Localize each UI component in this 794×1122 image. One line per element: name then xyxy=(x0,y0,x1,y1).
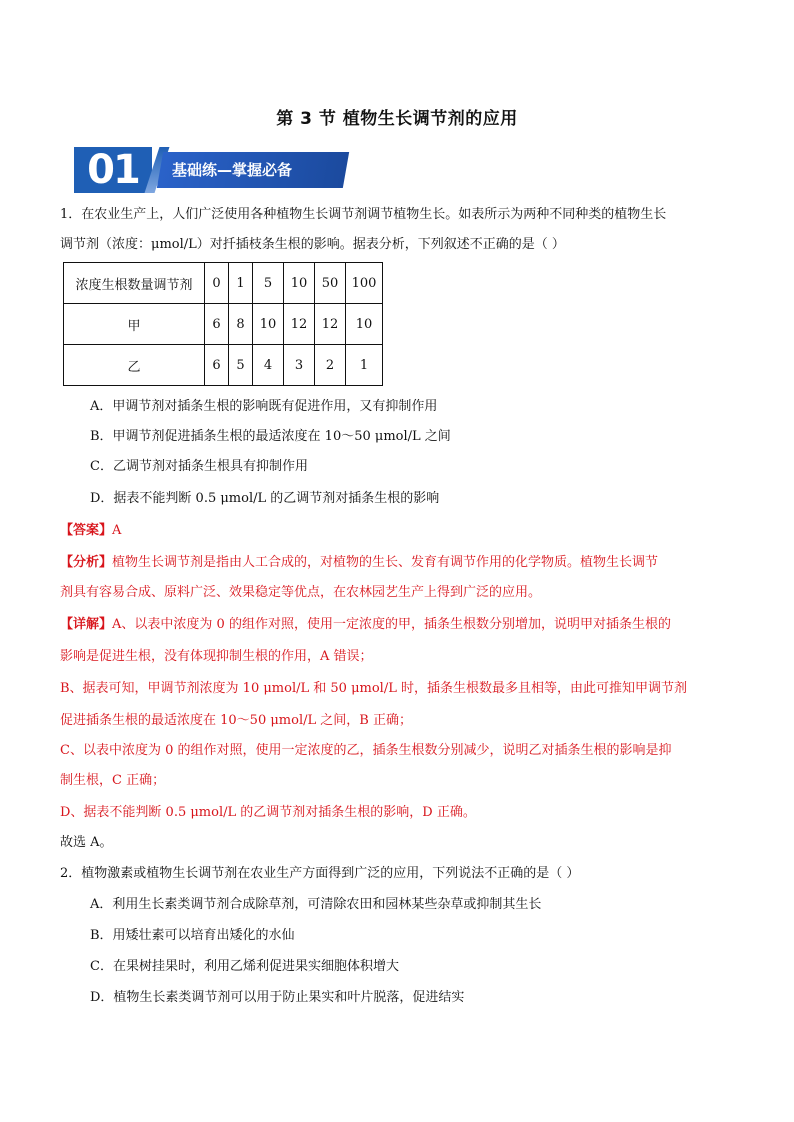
banner-text: 基础练—掌握必备 xyxy=(172,161,293,179)
q1-option-c: C．乙调节剂对插条生根具有抑制作用 xyxy=(90,459,308,474)
table-cell: 12 xyxy=(284,304,315,345)
q2-option-a: A．利用生长素类调节剂合成除草剂，可清除农田和园林某些杂草或抑制其生长 xyxy=(90,897,542,912)
analysis-text: 植物生长调节剂是指由人工合成的，对植物的生长、发育有调节作用的化学物质。植物生长调节 xyxy=(112,555,659,570)
q1-option-b: B．甲调节剂促进插条生根的最适浓度在 10～50 μmol/L 之间 xyxy=(90,429,451,444)
table-cell: 甲 xyxy=(64,304,205,345)
table-cell: 100 xyxy=(346,263,383,304)
table-cell: 6 xyxy=(205,345,229,386)
table-row xyxy=(64,345,383,386)
q1-detail-line3: B、据表可知，甲调节剂浓度为 10 μmol/L 和 50 μmol/L 时，插条生根数最多且相等，由此可推知甲调节剂 xyxy=(60,681,687,696)
q2-option-b: B．用矮壮素可以培育出矮化的水仙 xyxy=(90,928,295,943)
q1-option-d: D．据表不能判断 0.5 μmol/L 的乙调节剂对插条生根的影响 xyxy=(90,491,440,506)
table-cell: 6 xyxy=(205,304,229,345)
table-row xyxy=(64,304,383,345)
table-cell: 1 xyxy=(346,345,383,386)
q2-option-c: C．在果树挂果时，利用乙烯利促进果实细胞体积增大 xyxy=(90,959,399,974)
q2-stem: 2．植物激素或植物生长调节剂在农业生产方面得到广泛的应用，下列说法不正确的是（ ） xyxy=(60,866,580,881)
table-cell: 1 xyxy=(229,263,253,304)
detail-label: 【详解】 xyxy=(60,617,113,632)
table-cell: 3 xyxy=(284,345,315,386)
q1-answer xyxy=(60,516,740,546)
q1-data-table xyxy=(63,262,383,386)
table-cell: 10 xyxy=(346,304,383,345)
q1-detail-line1 xyxy=(60,610,740,640)
q1-analysis-line1 xyxy=(60,548,740,578)
table-cell: 2 xyxy=(315,345,346,386)
q1-stem-line1: 1．在农业生产上，人们广泛使用各种植物生长调节剂调节植物生长。如表所示为两种不同种类的植物生长 xyxy=(60,207,667,222)
q1-conclusion: 故选 A。 xyxy=(60,835,113,850)
section-banner xyxy=(74,147,346,193)
table-cell: 5 xyxy=(253,263,284,304)
banner-number: 01 xyxy=(74,147,152,193)
table-cell: 浓度生根数量调节剂 xyxy=(64,263,205,304)
table-cell: 12 xyxy=(315,304,346,345)
table-cell: 8 xyxy=(229,304,253,345)
q2-option-d: D．植物生长素类调节剂可以用于防止果实和叶片脱落，促进结实 xyxy=(90,990,465,1005)
table-cell: 50 xyxy=(315,263,346,304)
table-cell: 4 xyxy=(253,345,284,386)
q1-detail-line7: D、据表不能判断 0.5 μmol/L 的乙调节剂对插条生根的影响，D 正确。 xyxy=(60,805,476,820)
q1-analysis-line2: 剂具有容易合成、原料广泛、效果稳定等优点，在农林园艺生产上得到广泛的应用。 xyxy=(60,585,542,600)
analysis-label: 【分析】 xyxy=(60,555,113,570)
q1-detail-line5: C、以表中浓度为 0 的组作对照，使用一定浓度的乙，插条生根数分别减少，说明乙对插条生根的影响是抑 xyxy=(60,743,672,758)
q1-option-a: A．甲调节剂对插条生根的影响既有促进作用，又有抑制作用 xyxy=(90,399,438,414)
q1-stem-line2: 调节剂（浓度：μmol/L）对扦插枝条生根的影响。据表分析，下列叙述不正确的是（ ） xyxy=(60,237,565,252)
table-header-row xyxy=(64,263,383,304)
answer-value: A xyxy=(112,523,122,538)
table-cell: 0 xyxy=(205,263,229,304)
table-cell: 10 xyxy=(284,263,315,304)
q1-detail-line2: 影响是促进生根，没有体现抑制生根的作用，A 错误； xyxy=(60,649,373,664)
q1-detail-line4: 促进插条生根的最适浓度在 10～50 μmol/L 之间，B 正确； xyxy=(60,713,412,728)
answer-label: 【答案】 xyxy=(60,523,113,538)
page-title: 第 3 节 植物生长调节剂的应用 xyxy=(276,109,518,129)
q1-detail-line6: 制生根，C 正确； xyxy=(60,773,166,788)
detail-text: A、以表中浓度为 0 的组作对照，使用一定浓度的甲，插条生根数分别增加，说明甲对插条生根的 xyxy=(112,617,671,632)
table-cell: 乙 xyxy=(64,345,205,386)
table-cell: 10 xyxy=(253,304,284,345)
table-cell: 5 xyxy=(229,345,253,386)
